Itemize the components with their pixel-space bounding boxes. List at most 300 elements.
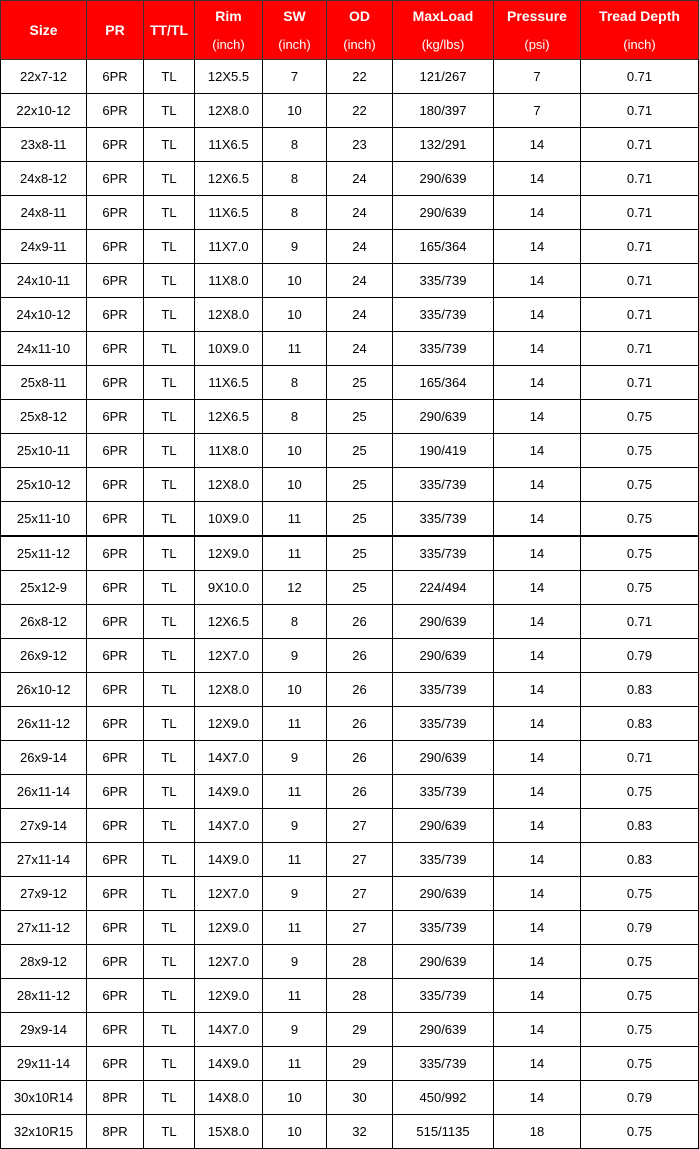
- table-cell: 0.71: [581, 605, 699, 639]
- table-cell: TL: [144, 911, 195, 945]
- table-cell: 24: [327, 162, 393, 196]
- table-cell: 10: [263, 468, 327, 502]
- table-cell: 6PR: [87, 809, 144, 843]
- table-row: [1, 945, 699, 979]
- table-cell: 0.75: [581, 775, 699, 809]
- table-cell: 11: [263, 911, 327, 945]
- table-cell: 0.75: [581, 536, 699, 571]
- column-header-name: OD: [349, 7, 370, 24]
- table-cell: 14: [494, 707, 581, 741]
- table-cell: 32x10R15: [1, 1115, 87, 1149]
- table-cell: 0.71: [581, 298, 699, 332]
- table-cell: 0.83: [581, 673, 699, 707]
- table-cell: 515/1135: [393, 1115, 494, 1149]
- table-cell: 6PR: [87, 945, 144, 979]
- table-cell: 28x9-12: [1, 945, 87, 979]
- table-cell: 28: [327, 945, 393, 979]
- table-cell: 25: [327, 400, 393, 434]
- table-cell: 335/739: [393, 775, 494, 809]
- table-cell: 6PR: [87, 162, 144, 196]
- table-cell: TL: [144, 128, 195, 162]
- table-row: [1, 877, 699, 911]
- table-cell: 14: [494, 843, 581, 877]
- table-row: [1, 571, 699, 605]
- table-body: [1, 60, 699, 1149]
- table-cell: 9: [263, 639, 327, 673]
- table-cell: 14X9.0: [195, 775, 263, 809]
- table-cell: 6PR: [87, 707, 144, 741]
- column-header-name: MaxLoad: [412, 7, 474, 24]
- table-cell: 8PR: [87, 1081, 144, 1115]
- table-cell: 14: [494, 128, 581, 162]
- table-cell: 0.71: [581, 366, 699, 400]
- table-cell: 14: [494, 298, 581, 332]
- table-row: [1, 264, 699, 298]
- table-cell: 0.83: [581, 843, 699, 877]
- table-cell: 0.71: [581, 94, 699, 128]
- table-header: [1, 1, 699, 60]
- table-cell: 6PR: [87, 434, 144, 468]
- table-cell: 11X8.0: [195, 264, 263, 298]
- table-cell: 14: [494, 502, 581, 537]
- table-cell: 6PR: [87, 264, 144, 298]
- table-cell: 14: [494, 877, 581, 911]
- column-header-name: Pressure: [507, 7, 567, 24]
- table-cell: 12X6.5: [195, 605, 263, 639]
- table-cell: 6PR: [87, 60, 144, 94]
- table-cell: 0.79: [581, 911, 699, 945]
- table-cell: 6PR: [87, 230, 144, 264]
- table-cell: 6PR: [87, 979, 144, 1013]
- table-cell: 0.75: [581, 1115, 699, 1149]
- table-cell: TL: [144, 60, 195, 94]
- table-cell: 26x11-12: [1, 707, 87, 741]
- table-cell: 335/739: [393, 707, 494, 741]
- table-cell: 0.75: [581, 945, 699, 979]
- column-header-name: Tread Depth: [599, 7, 680, 24]
- column-header-name: SW: [283, 7, 306, 24]
- table-cell: 290/639: [393, 605, 494, 639]
- table-cell: 0.75: [581, 1047, 699, 1081]
- column-header: [195, 1, 263, 60]
- table-row: [1, 468, 699, 502]
- table-cell: 10: [263, 264, 327, 298]
- table-cell: TL: [144, 1013, 195, 1047]
- table-row: [1, 775, 699, 809]
- table-cell: 8: [263, 162, 327, 196]
- table-cell: 25x11-10: [1, 502, 87, 537]
- column-header: [327, 1, 393, 60]
- table-cell: 27x11-12: [1, 911, 87, 945]
- table-cell: 11: [263, 502, 327, 537]
- table-cell: 0.75: [581, 1013, 699, 1047]
- column-header-unit: (inch): [623, 36, 656, 52]
- column-header: [263, 1, 327, 60]
- table-cell: 14: [494, 911, 581, 945]
- table-cell: 290/639: [393, 741, 494, 775]
- table-cell: 335/739: [393, 332, 494, 366]
- table-cell: 11: [263, 707, 327, 741]
- table-cell: TL: [144, 196, 195, 230]
- table-row: [1, 707, 699, 741]
- table-cell: 25x8-11: [1, 366, 87, 400]
- table-row: [1, 673, 699, 707]
- table-cell: 29x9-14: [1, 1013, 87, 1047]
- table-cell: TL: [144, 536, 195, 571]
- table-cell: 11X6.5: [195, 196, 263, 230]
- table-cell: 0.71: [581, 230, 699, 264]
- table-cell: 14: [494, 673, 581, 707]
- table-cell: TL: [144, 332, 195, 366]
- table-cell: 335/739: [393, 536, 494, 571]
- table-cell: TL: [144, 468, 195, 502]
- table-cell: 6PR: [87, 128, 144, 162]
- table-cell: 27x11-14: [1, 843, 87, 877]
- table-cell: 6PR: [87, 1013, 144, 1047]
- table-cell: 14: [494, 1081, 581, 1115]
- table-cell: 0.79: [581, 639, 699, 673]
- table-cell: 0.71: [581, 162, 699, 196]
- table-cell: 12: [263, 571, 327, 605]
- table-row: [1, 741, 699, 775]
- table-cell: 9: [263, 741, 327, 775]
- table-cell: 14: [494, 434, 581, 468]
- table-cell: 6PR: [87, 468, 144, 502]
- table-cell: 132/291: [393, 128, 494, 162]
- table-cell: 8: [263, 366, 327, 400]
- table-cell: 26: [327, 605, 393, 639]
- table-cell: 0.75: [581, 434, 699, 468]
- table-cell: 290/639: [393, 162, 494, 196]
- table-cell: TL: [144, 673, 195, 707]
- table-cell: 14: [494, 639, 581, 673]
- table-cell: 6PR: [87, 843, 144, 877]
- table-cell: 224/494: [393, 571, 494, 605]
- table-cell: 180/397: [393, 94, 494, 128]
- table-cell: 24x10-11: [1, 264, 87, 298]
- table-cell: 0.71: [581, 264, 699, 298]
- table-cell: 14X8.0: [195, 1081, 263, 1115]
- column-header-name: Size: [29, 22, 58, 38]
- table-cell: 29: [327, 1013, 393, 1047]
- table-cell: 12X9.0: [195, 707, 263, 741]
- table-cell: TL: [144, 741, 195, 775]
- table-cell: 25: [327, 571, 393, 605]
- table-cell: 25x10-12: [1, 468, 87, 502]
- table-cell: 10: [263, 1115, 327, 1149]
- table-cell: 26: [327, 673, 393, 707]
- table-cell: 24: [327, 332, 393, 366]
- table-cell: TL: [144, 605, 195, 639]
- table-row: [1, 1115, 699, 1149]
- table-cell: 335/739: [393, 673, 494, 707]
- table-cell: 12X7.0: [195, 639, 263, 673]
- column-header: [87, 1, 144, 60]
- table-cell: TL: [144, 1047, 195, 1081]
- table-row: [1, 1081, 699, 1115]
- column-header-unit: (inch): [278, 36, 311, 52]
- table-cell: 7: [494, 94, 581, 128]
- table-cell: TL: [144, 707, 195, 741]
- table-cell: TL: [144, 1081, 195, 1115]
- table-row: [1, 230, 699, 264]
- table-cell: 0.75: [581, 571, 699, 605]
- table-cell: 25: [327, 502, 393, 537]
- table-cell: 14X9.0: [195, 1047, 263, 1081]
- table-cell: 290/639: [393, 196, 494, 230]
- table-cell: 26: [327, 639, 393, 673]
- table-cell: 14X7.0: [195, 741, 263, 775]
- table-cell: 0.75: [581, 877, 699, 911]
- table-cell: 6PR: [87, 366, 144, 400]
- table-row: [1, 60, 699, 94]
- table-cell: 9: [263, 230, 327, 264]
- table-cell: 0.71: [581, 741, 699, 775]
- table-cell: 24x8-12: [1, 162, 87, 196]
- table-cell: 10: [263, 673, 327, 707]
- table-cell: 0.71: [581, 60, 699, 94]
- table-cell: 6PR: [87, 911, 144, 945]
- table-cell: 121/267: [393, 60, 494, 94]
- table-cell: 25: [327, 366, 393, 400]
- table-cell: 12X8.0: [195, 468, 263, 502]
- table-row: [1, 536, 699, 571]
- column-header: [393, 1, 494, 60]
- table-cell: 23: [327, 128, 393, 162]
- table-cell: 27: [327, 877, 393, 911]
- table-cell: 0.79: [581, 1081, 699, 1115]
- table-cell: 290/639: [393, 809, 494, 843]
- table-cell: 27: [327, 843, 393, 877]
- table-cell: 26x9-12: [1, 639, 87, 673]
- table-cell: 27: [327, 809, 393, 843]
- table-cell: 14: [494, 332, 581, 366]
- table-cell: 11X8.0: [195, 434, 263, 468]
- table-cell: 335/739: [393, 1047, 494, 1081]
- column-header: [494, 1, 581, 60]
- table-cell: 290/639: [393, 400, 494, 434]
- table-cell: 10: [263, 434, 327, 468]
- table-cell: 24: [327, 196, 393, 230]
- table-row: [1, 1047, 699, 1081]
- table-cell: 0.83: [581, 809, 699, 843]
- table-cell: 6PR: [87, 673, 144, 707]
- table-cell: 12X6.5: [195, 162, 263, 196]
- table-row: [1, 94, 699, 128]
- table-cell: 6PR: [87, 877, 144, 911]
- table-cell: 11: [263, 843, 327, 877]
- table-row: [1, 332, 699, 366]
- table-row: [1, 605, 699, 639]
- table-row: [1, 196, 699, 230]
- table-cell: 26: [327, 775, 393, 809]
- table-cell: 14: [494, 1013, 581, 1047]
- table-cell: 12X8.0: [195, 673, 263, 707]
- table-cell: 14: [494, 605, 581, 639]
- table-cell: 14: [494, 571, 581, 605]
- table-cell: 14: [494, 809, 581, 843]
- column-header-unit: (psi): [524, 36, 550, 52]
- table-cell: 6PR: [87, 536, 144, 571]
- table-cell: 10X9.0: [195, 502, 263, 537]
- column-header-name: TT/TL: [149, 22, 189, 38]
- table-cell: 22: [327, 60, 393, 94]
- table-cell: 290/639: [393, 639, 494, 673]
- table-cell: 27: [327, 911, 393, 945]
- table-cell: 30x10R14: [1, 1081, 87, 1115]
- table-cell: 25x12-9: [1, 571, 87, 605]
- table-cell: 11: [263, 536, 327, 571]
- table-cell: 32: [327, 1115, 393, 1149]
- table-cell: 7: [263, 60, 327, 94]
- table-cell: 12X8.0: [195, 94, 263, 128]
- table-cell: 11: [263, 775, 327, 809]
- table-row: [1, 639, 699, 673]
- table-row: [1, 502, 699, 537]
- column-header: [1, 1, 87, 60]
- table-row: [1, 298, 699, 332]
- table-cell: 6PR: [87, 196, 144, 230]
- table-cell: TL: [144, 775, 195, 809]
- column-header-unit: (kg/lbs): [421, 36, 465, 52]
- table-cell: TL: [144, 1115, 195, 1149]
- table-cell: 0.71: [581, 196, 699, 230]
- table-cell: TL: [144, 230, 195, 264]
- table-cell: 24: [327, 264, 393, 298]
- table-cell: 26: [327, 707, 393, 741]
- table-cell: 9: [263, 945, 327, 979]
- table-cell: 9: [263, 809, 327, 843]
- table-cell: 25: [327, 434, 393, 468]
- table-cell: 12X7.0: [195, 945, 263, 979]
- table-cell: 0.71: [581, 332, 699, 366]
- table-row: [1, 1013, 699, 1047]
- table-row: [1, 979, 699, 1013]
- table-cell: 450/992: [393, 1081, 494, 1115]
- table-cell: 12X9.0: [195, 911, 263, 945]
- table-row: [1, 809, 699, 843]
- table-cell: 26x9-14: [1, 741, 87, 775]
- table-cell: 29: [327, 1047, 393, 1081]
- table-cell: 0.75: [581, 979, 699, 1013]
- table-cell: 14X7.0: [195, 1013, 263, 1047]
- table-cell: TL: [144, 502, 195, 537]
- table-cell: 335/739: [393, 468, 494, 502]
- table-cell: 9X10.0: [195, 571, 263, 605]
- table-cell: 14: [494, 945, 581, 979]
- table-cell: 14: [494, 400, 581, 434]
- table-cell: TL: [144, 400, 195, 434]
- table-row: [1, 911, 699, 945]
- table-cell: TL: [144, 94, 195, 128]
- table-row: [1, 128, 699, 162]
- table-cell: 14: [494, 366, 581, 400]
- table-cell: 26x11-14: [1, 775, 87, 809]
- table-cell: 18: [494, 1115, 581, 1149]
- table-cell: 14: [494, 775, 581, 809]
- table-cell: 6PR: [87, 502, 144, 537]
- column-header-name: PR: [105, 22, 125, 38]
- table-cell: TL: [144, 162, 195, 196]
- table-cell: 290/639: [393, 877, 494, 911]
- table-row: [1, 366, 699, 400]
- table-cell: 6PR: [87, 571, 144, 605]
- table-cell: 6PR: [87, 775, 144, 809]
- table-cell: 12X6.5: [195, 400, 263, 434]
- table-cell: 6PR: [87, 605, 144, 639]
- table-cell: 25x8-12: [1, 400, 87, 434]
- table-cell: TL: [144, 434, 195, 468]
- column-header-unit: (inch): [212, 36, 245, 52]
- table-cell: 11: [263, 332, 327, 366]
- table-cell: 10X9.0: [195, 332, 263, 366]
- table-cell: 8: [263, 400, 327, 434]
- table-cell: TL: [144, 298, 195, 332]
- table-cell: 14: [494, 979, 581, 1013]
- table-cell: 12X8.0: [195, 298, 263, 332]
- table-cell: 14: [494, 264, 581, 298]
- table-cell: 335/739: [393, 264, 494, 298]
- table-cell: 6PR: [87, 332, 144, 366]
- table-cell: TL: [144, 366, 195, 400]
- table-cell: TL: [144, 843, 195, 877]
- table-cell: 6PR: [87, 639, 144, 673]
- table-cell: 7: [494, 60, 581, 94]
- table-cell: 14: [494, 468, 581, 502]
- table-cell: TL: [144, 264, 195, 298]
- table-cell: 290/639: [393, 1013, 494, 1047]
- table-cell: 24x10-12: [1, 298, 87, 332]
- table-cell: 26: [327, 741, 393, 775]
- table-row: [1, 400, 699, 434]
- table-cell: 14: [494, 196, 581, 230]
- table-cell: 10: [263, 298, 327, 332]
- table-cell: 24: [327, 230, 393, 264]
- table-cell: TL: [144, 945, 195, 979]
- table-cell: 0.83: [581, 707, 699, 741]
- table-cell: TL: [144, 877, 195, 911]
- table-cell: 10: [263, 1081, 327, 1115]
- table-cell: 335/739: [393, 502, 494, 537]
- table-cell: 14: [494, 162, 581, 196]
- table-cell: 12X9.0: [195, 979, 263, 1013]
- table-cell: TL: [144, 809, 195, 843]
- table-cell: 6PR: [87, 94, 144, 128]
- table-cell: 28: [327, 979, 393, 1013]
- table-cell: 27x9-14: [1, 809, 87, 843]
- table-row: [1, 843, 699, 877]
- header-row: [1, 1, 699, 60]
- table-cell: 24: [327, 298, 393, 332]
- table-cell: 25: [327, 536, 393, 571]
- table-cell: 0.75: [581, 502, 699, 537]
- table-cell: 14: [494, 741, 581, 775]
- table-cell: 23x8-11: [1, 128, 87, 162]
- table-cell: 165/364: [393, 366, 494, 400]
- table-cell: 22x7-12: [1, 60, 87, 94]
- table-cell: 12X5.5: [195, 60, 263, 94]
- table-cell: 11: [263, 1047, 327, 1081]
- table-cell: 26x10-12: [1, 673, 87, 707]
- table-cell: 30: [327, 1081, 393, 1115]
- table-cell: 0.75: [581, 468, 699, 502]
- table-cell: 14: [494, 1047, 581, 1081]
- table-cell: 290/639: [393, 945, 494, 979]
- table-cell: 24x8-11: [1, 196, 87, 230]
- table-cell: 6PR: [87, 741, 144, 775]
- table-row: [1, 162, 699, 196]
- table-cell: 14: [494, 230, 581, 264]
